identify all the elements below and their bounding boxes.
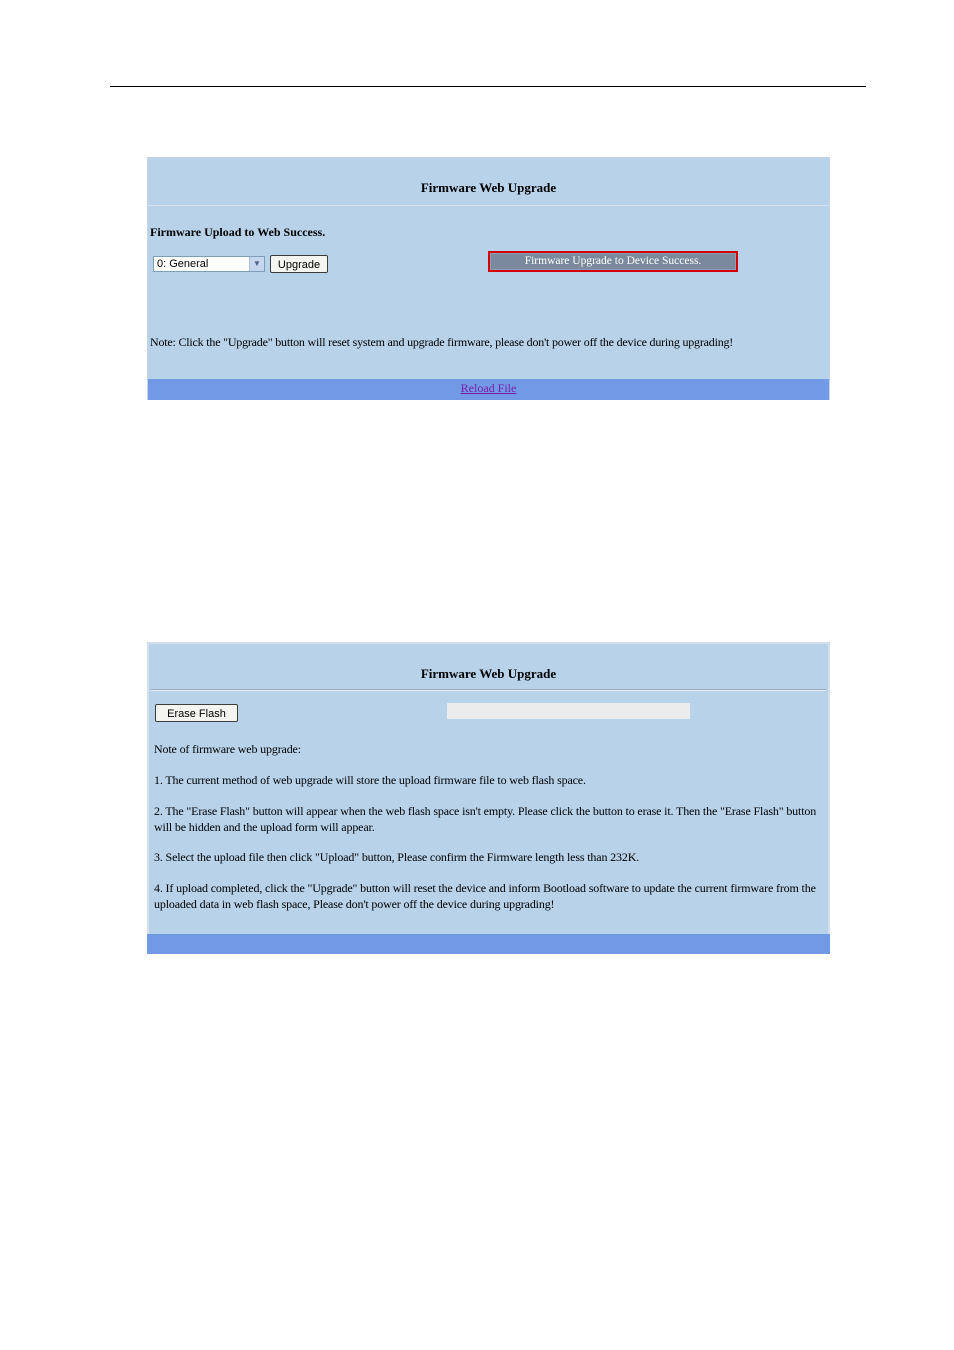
panel-footer-bar <box>147 934 830 954</box>
upgrade-success-indicator <box>488 251 738 272</box>
chevron-down-icon[interactable]: ▼ <box>249 257 264 271</box>
panel-footer-bar <box>148 379 829 400</box>
upgrade-note: Note: Click the "Upgrade" button will reset system and upgrade firmware, please don't power off the device during upgrading! <box>150 335 734 349</box>
note-item: 1. The current method of web upgrade will store the upload firmware file to web flash space. <box>154 773 586 787</box>
firmware-type-select[interactable] <box>153 256 265 272</box>
upgrade-success-text: Firmware Upgrade to Device Success. <box>491 254 735 269</box>
note-item: 3. Select the upload file then click "Upload" button, Please confirm the Firmware length less than 232K. <box>154 850 640 864</box>
upload-status-text: Firmware Upload to Web Success. <box>150 225 326 239</box>
progress-bar <box>447 703 690 719</box>
erase-flash-button[interactable]: Erase Flash <box>155 704 238 722</box>
note-item: 4. If upload completed, click the "Upgrade" button will reset the device and inform Bootload software to update the current firmware from the uploaded data in web flash space, Please don't power off the device during upgrading! <box>154 881 816 911</box>
page-header-rule <box>110 86 866 87</box>
panel-title: Firmware Web Upgrade <box>420 180 557 195</box>
upgrade-button[interactable]: Upgrade <box>270 255 328 273</box>
firmware-upgrade-panel-erase <box>147 642 830 954</box>
notes-heading: Note of firmware web upgrade: <box>154 742 301 756</box>
title-divider <box>148 205 829 206</box>
reload-file-link[interactable]: Reload File <box>460 381 517 395</box>
select-value: 0: General <box>157 258 209 270</box>
firmware-upgrade-panel-success <box>147 157 830 400</box>
panel-title: Firmware Web Upgrade <box>420 666 557 681</box>
note-item: 2. The "Erase Flash" button will appear when the web flash space isn't empty. Please click the button to erase it. Then the "Erase Flash" button will be hidden and the upload form will appear. <box>154 804 817 834</box>
title-divider <box>151 689 826 690</box>
